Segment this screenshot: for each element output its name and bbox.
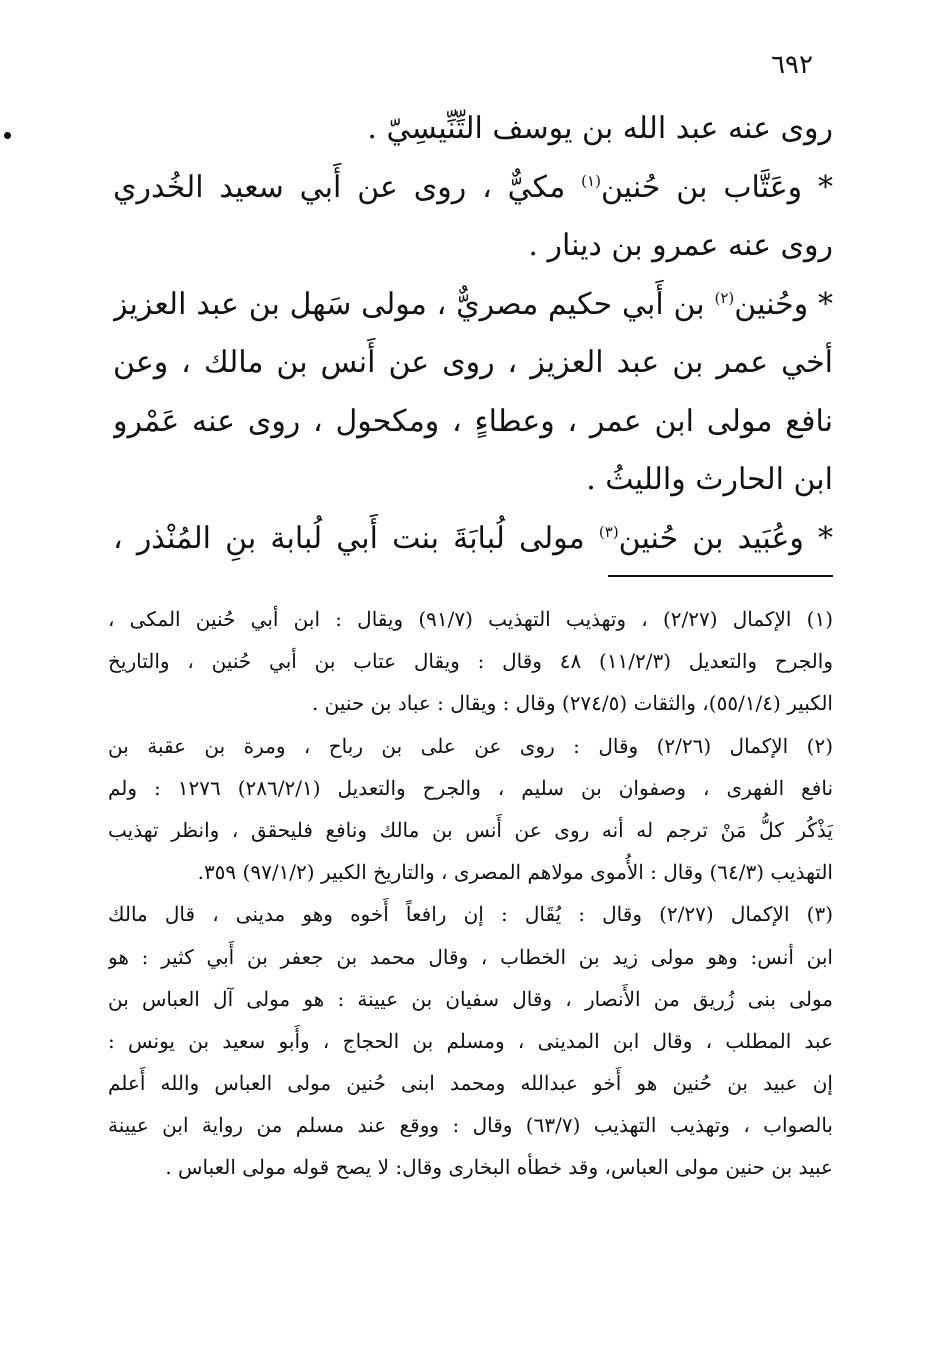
- footnote-3-line: (٣) الإكمال (٢/٢٧) وقال : يُقَال : إن رافعاً أَخوه وهو مدينى ، قال مالك: [108, 902, 833, 927]
- entry-text: * وعَتَّاب بن حُنين: [600, 169, 833, 205]
- main-line: روى عنه عمرو بن دينار .: [528, 228, 833, 263]
- main-line: روى عنه عبد الله بن يوسف التِّنِّيسِيّ .: [367, 111, 833, 146]
- entry-hunain: [113, 276, 833, 335]
- footnotes: [108, 598, 833, 1189]
- margin-mark: [4, 132, 11, 139]
- entry-attab: [113, 159, 833, 218]
- footnote-2-line: يَذْكُر كلُّ مَنْ ترجم له أنه روى عن أَنس بن مالك ونافع فليحقق ، وانظر تهذيب: [108, 817, 833, 842]
- footnote-ref-1[interactable]: (١): [581, 171, 601, 190]
- entry-text: مكيٌّ ، روى عن أَبي سعيد الخُدري: [113, 169, 582, 205]
- footnote-3-line: بالصواب ، وتهذيب التهذيب (٦٣/٧) وقال : ووقع عند مسلم من رواية ابن عيينة: [108, 1113, 833, 1138]
- main-line: أخي عمر بن عبد العزيز ، روى عن أَنس بن مالك ، وعن: [113, 345, 833, 380]
- footnote-3-line: عبيد بن حنين مولى العباس، وقد خطأه البخارى وقال: لا يصح قوله مولى العباس .: [165, 1155, 833, 1180]
- footnote-separator: [608, 575, 833, 577]
- footnote-1-line: الكبير (٥٥/١/٤)، والثقات (٢٧٤/٥) وقال : ويقال : عباد بن حنين .: [311, 691, 833, 716]
- main-line: ابن الحارث والليثُ .: [586, 462, 833, 497]
- footnote-ref-2[interactable]: (٢): [714, 288, 735, 307]
- entry-text: * وحُنين: [734, 286, 833, 322]
- main-text: [113, 100, 833, 568]
- footnote-3-line: إن عبيد بن حُنين هو أَخو عبدالله ومحمد ابنى حُنين مولى العباس والله أَعلم: [108, 1071, 833, 1096]
- entry-ubaid: [113, 510, 833, 569]
- entry-text: * وعُبَيد بن حُنين: [618, 520, 833, 556]
- footnote-2-line: (٢) الإكمال (٢/٢٦) وقال : روى عن على بن رباح ، ومرة بن عقبة بن: [108, 733, 833, 758]
- footnote-1-line: والجرح والتعديل (١١/٢/٣) ٤٨ وقال : ويقال عتاب بن أبي حُنين ، والتاريخ: [108, 649, 833, 674]
- footnote-2-line: التهذيب (٦٤/٣) وقال : الأُموى مولاهم المصرى ، والتاريخ الكبير (٩٧/١/٢) ٣٥٩.: [197, 860, 833, 885]
- footnote-3-line: ابن أنس: وهو مولى زيد بن الخطاب ، وقال محمد بن جعفر بن أَبي كثير : هو: [108, 944, 833, 969]
- footnote-1-line: (١) الإكمال (٢/٢٧) ، وتهذيب التهذيب (٩١/٧) ويقال : ابن أبي حُنين المكى ،: [108, 607, 833, 631]
- footnote-2-line: نافع الفهرى ، وصفوان بن سليم ، والجرح والتعديل (٢٨٦/٢/١) ١٢٧٦ : ولم: [108, 775, 833, 800]
- entry-text: مولى لُبابَةَ بنت أَبي لُبابة بنِ المُنْذر ،: [113, 520, 599, 556]
- footnote-ref-3[interactable]: (٣): [598, 522, 619, 541]
- footnote-3-line: مولى بنى زُريق من الأَنصار ، وقال سفيان بن عيينة : هو مولى آل العباس بن: [108, 986, 833, 1011]
- page-number: ٦٩٢: [771, 50, 813, 80]
- footnote-3-line: عبد المطلب ، وقال ابن المدينى ، ومسلم بن الحجاج ، وأَبو سعيد بن يونس :: [108, 1028, 833, 1053]
- entry-text: بن أَبي حكيم مصريٌّ ، مولى سَهل بن عبد العزيز: [113, 286, 715, 322]
- main-line: نافع مولى ابن عمر ، وعطاءٍ ، ومكحول ، روى عنه عَمْرو: [113, 403, 833, 439]
